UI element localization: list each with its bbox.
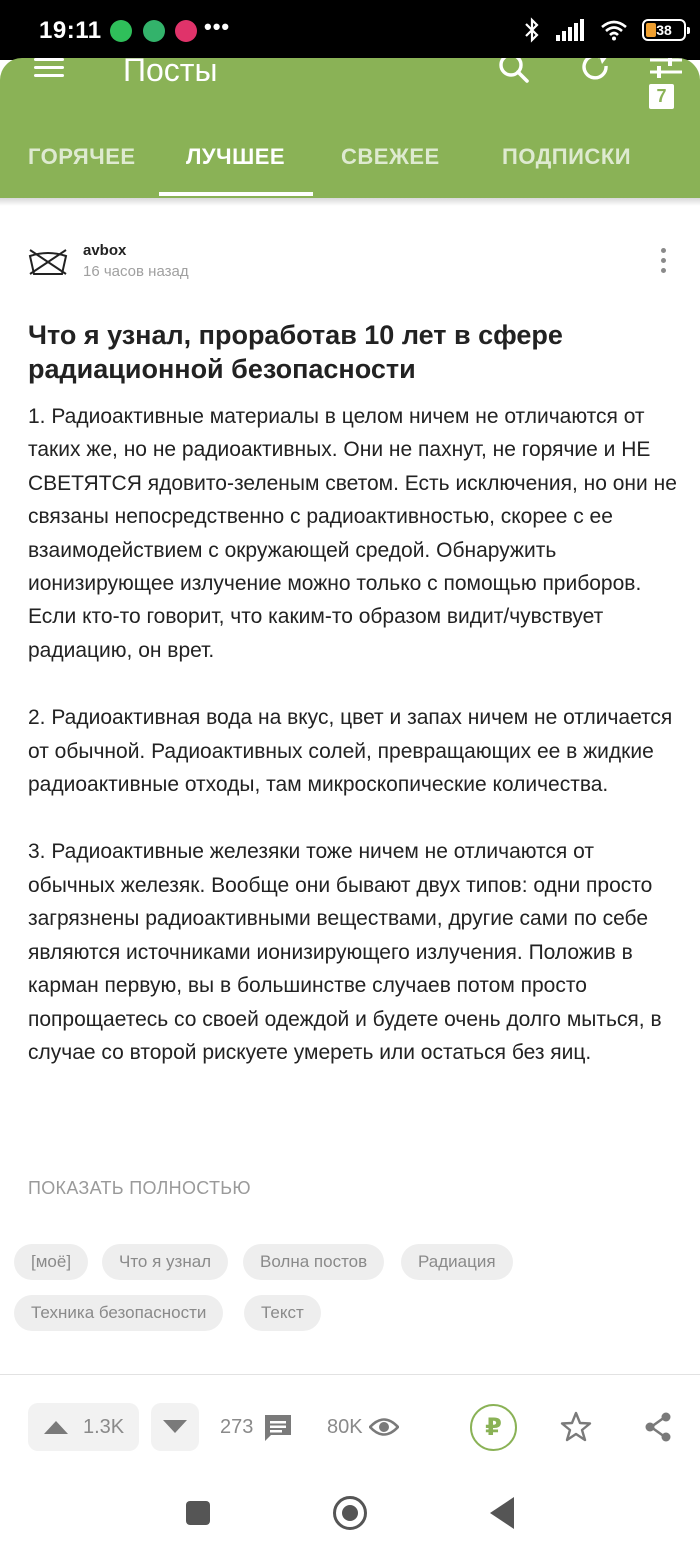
post-time: 16 часов назад: [83, 263, 189, 280]
post-paragraph: 3. Радиоактивные железяки тоже ничем не отличаются от обычных железяк. Вообще они бывают двух типов: одни просто загрязнены радиоактивными веществами, другие сами по себе являются источниками ионизирующего излучения. Положив в карман первую, вы в большинстве случаев потом просто попрощаетесь со своей одеждой и будете очень долго мыться, в случае со второй рискуете умереть или остаться без яиц.: [28, 840, 662, 1064]
tab-hot[interactable]: ГОРЯЧЕЕ: [28, 144, 136, 169]
feed-tabs: [0, 126, 700, 198]
header-shadow: [0, 198, 700, 206]
tag[interactable]: Волна постов: [243, 1244, 384, 1280]
search-icon[interactable]: [496, 58, 532, 88]
tag[interactable]: [моё]: [14, 1244, 88, 1280]
app-header: [0, 58, 700, 198]
more-notifications-icon: •••: [204, 14, 231, 39]
comments-count[interactable]: 273: [220, 1416, 254, 1438]
pikabu-notification-icon: [175, 20, 197, 42]
recent-apps-icon[interactable]: [186, 1501, 210, 1525]
tag[interactable]: Радиация: [401, 1244, 513, 1280]
tag[interactable]: Текст: [244, 1295, 321, 1331]
wifi-icon: [600, 19, 628, 41]
tag[interactable]: Техника безопасности: [14, 1295, 223, 1331]
upvote-arrow-icon: [42, 1418, 70, 1436]
post-title[interactable]: Что я узнал, проработав 10 лет в сфере радиационной безопасности: [28, 320, 563, 384]
share-icon[interactable]: [643, 1411, 673, 1443]
post-author[interactable]: avbox: [83, 242, 127, 259]
battery-icon: [642, 19, 686, 41]
show-full-button[interactable]: ПОКАЗАТЬ ПОЛНОСТЬЮ: [28, 1178, 251, 1198]
post-paragraph: 1. Радиоактивные материалы в целом ничем не отличаются от таких же, но не радиоактивных. Они не пахнут, не горячие и НЕ СВЕТЯТСЯ ядовито-зеленым светом. Есть исключения, но они не связаны непосредственно с радиоактивностью, скорее с ее взаимодействием с окружающей средой. Обнаружить ионизирующее излучение можно только с помощью приборов. Если кто-то говорит, что каким-то образом видит/чувствует радиацию, он врет.: [28, 405, 677, 662]
divider: [0, 1374, 700, 1375]
app-notification-icon: [143, 20, 165, 42]
star-icon[interactable]: [560, 1411, 592, 1443]
home-icon[interactable]: [333, 1496, 367, 1530]
battery-level: 38: [656, 22, 672, 38]
whatsapp-notification-icon: [110, 20, 132, 42]
back-icon[interactable]: [490, 1497, 514, 1529]
downvote-arrow-icon: [161, 1418, 189, 1436]
refresh-icon[interactable]: [578, 58, 614, 88]
eye-icon: [369, 1414, 399, 1440]
subscriptions-count-badge: 7: [649, 84, 674, 109]
rating-count: 1.3K: [83, 1416, 125, 1438]
post-paragraph: 2. Радиоактивная вода на вкус, цвет и запах ничем не отличается от обычной. Радиоактивных солей, превращающих ее в жидкие радиоактивные отходы, там микроскопические количества.: [28, 706, 673, 797]
status-time: 19:11: [39, 17, 102, 44]
avatar[interactable]: [28, 244, 68, 278]
more-options-icon[interactable]: [652, 246, 676, 276]
comments-icon[interactable]: [262, 1412, 294, 1444]
tab-subscriptions[interactable]: ПОДПИСКИ: [502, 144, 632, 169]
tab-best[interactable]: ЛУЧШЕЕ: [186, 144, 286, 169]
active-tab-indicator: [159, 192, 313, 196]
hamburger-menu-icon[interactable]: [34, 58, 64, 80]
signal-icon: [556, 19, 586, 41]
tab-fresh[interactable]: СВЕЖЕЕ: [341, 144, 440, 169]
views-count: 80K: [327, 1416, 363, 1438]
bluetooth-icon: [522, 17, 542, 43]
post-body: [28, 400, 678, 1103]
status-bar: [0, 0, 700, 60]
tag[interactable]: Что я узнал: [102, 1244, 228, 1280]
donate-button[interactable]: ₽: [470, 1404, 517, 1451]
page-title: Посты: [123, 58, 218, 88]
